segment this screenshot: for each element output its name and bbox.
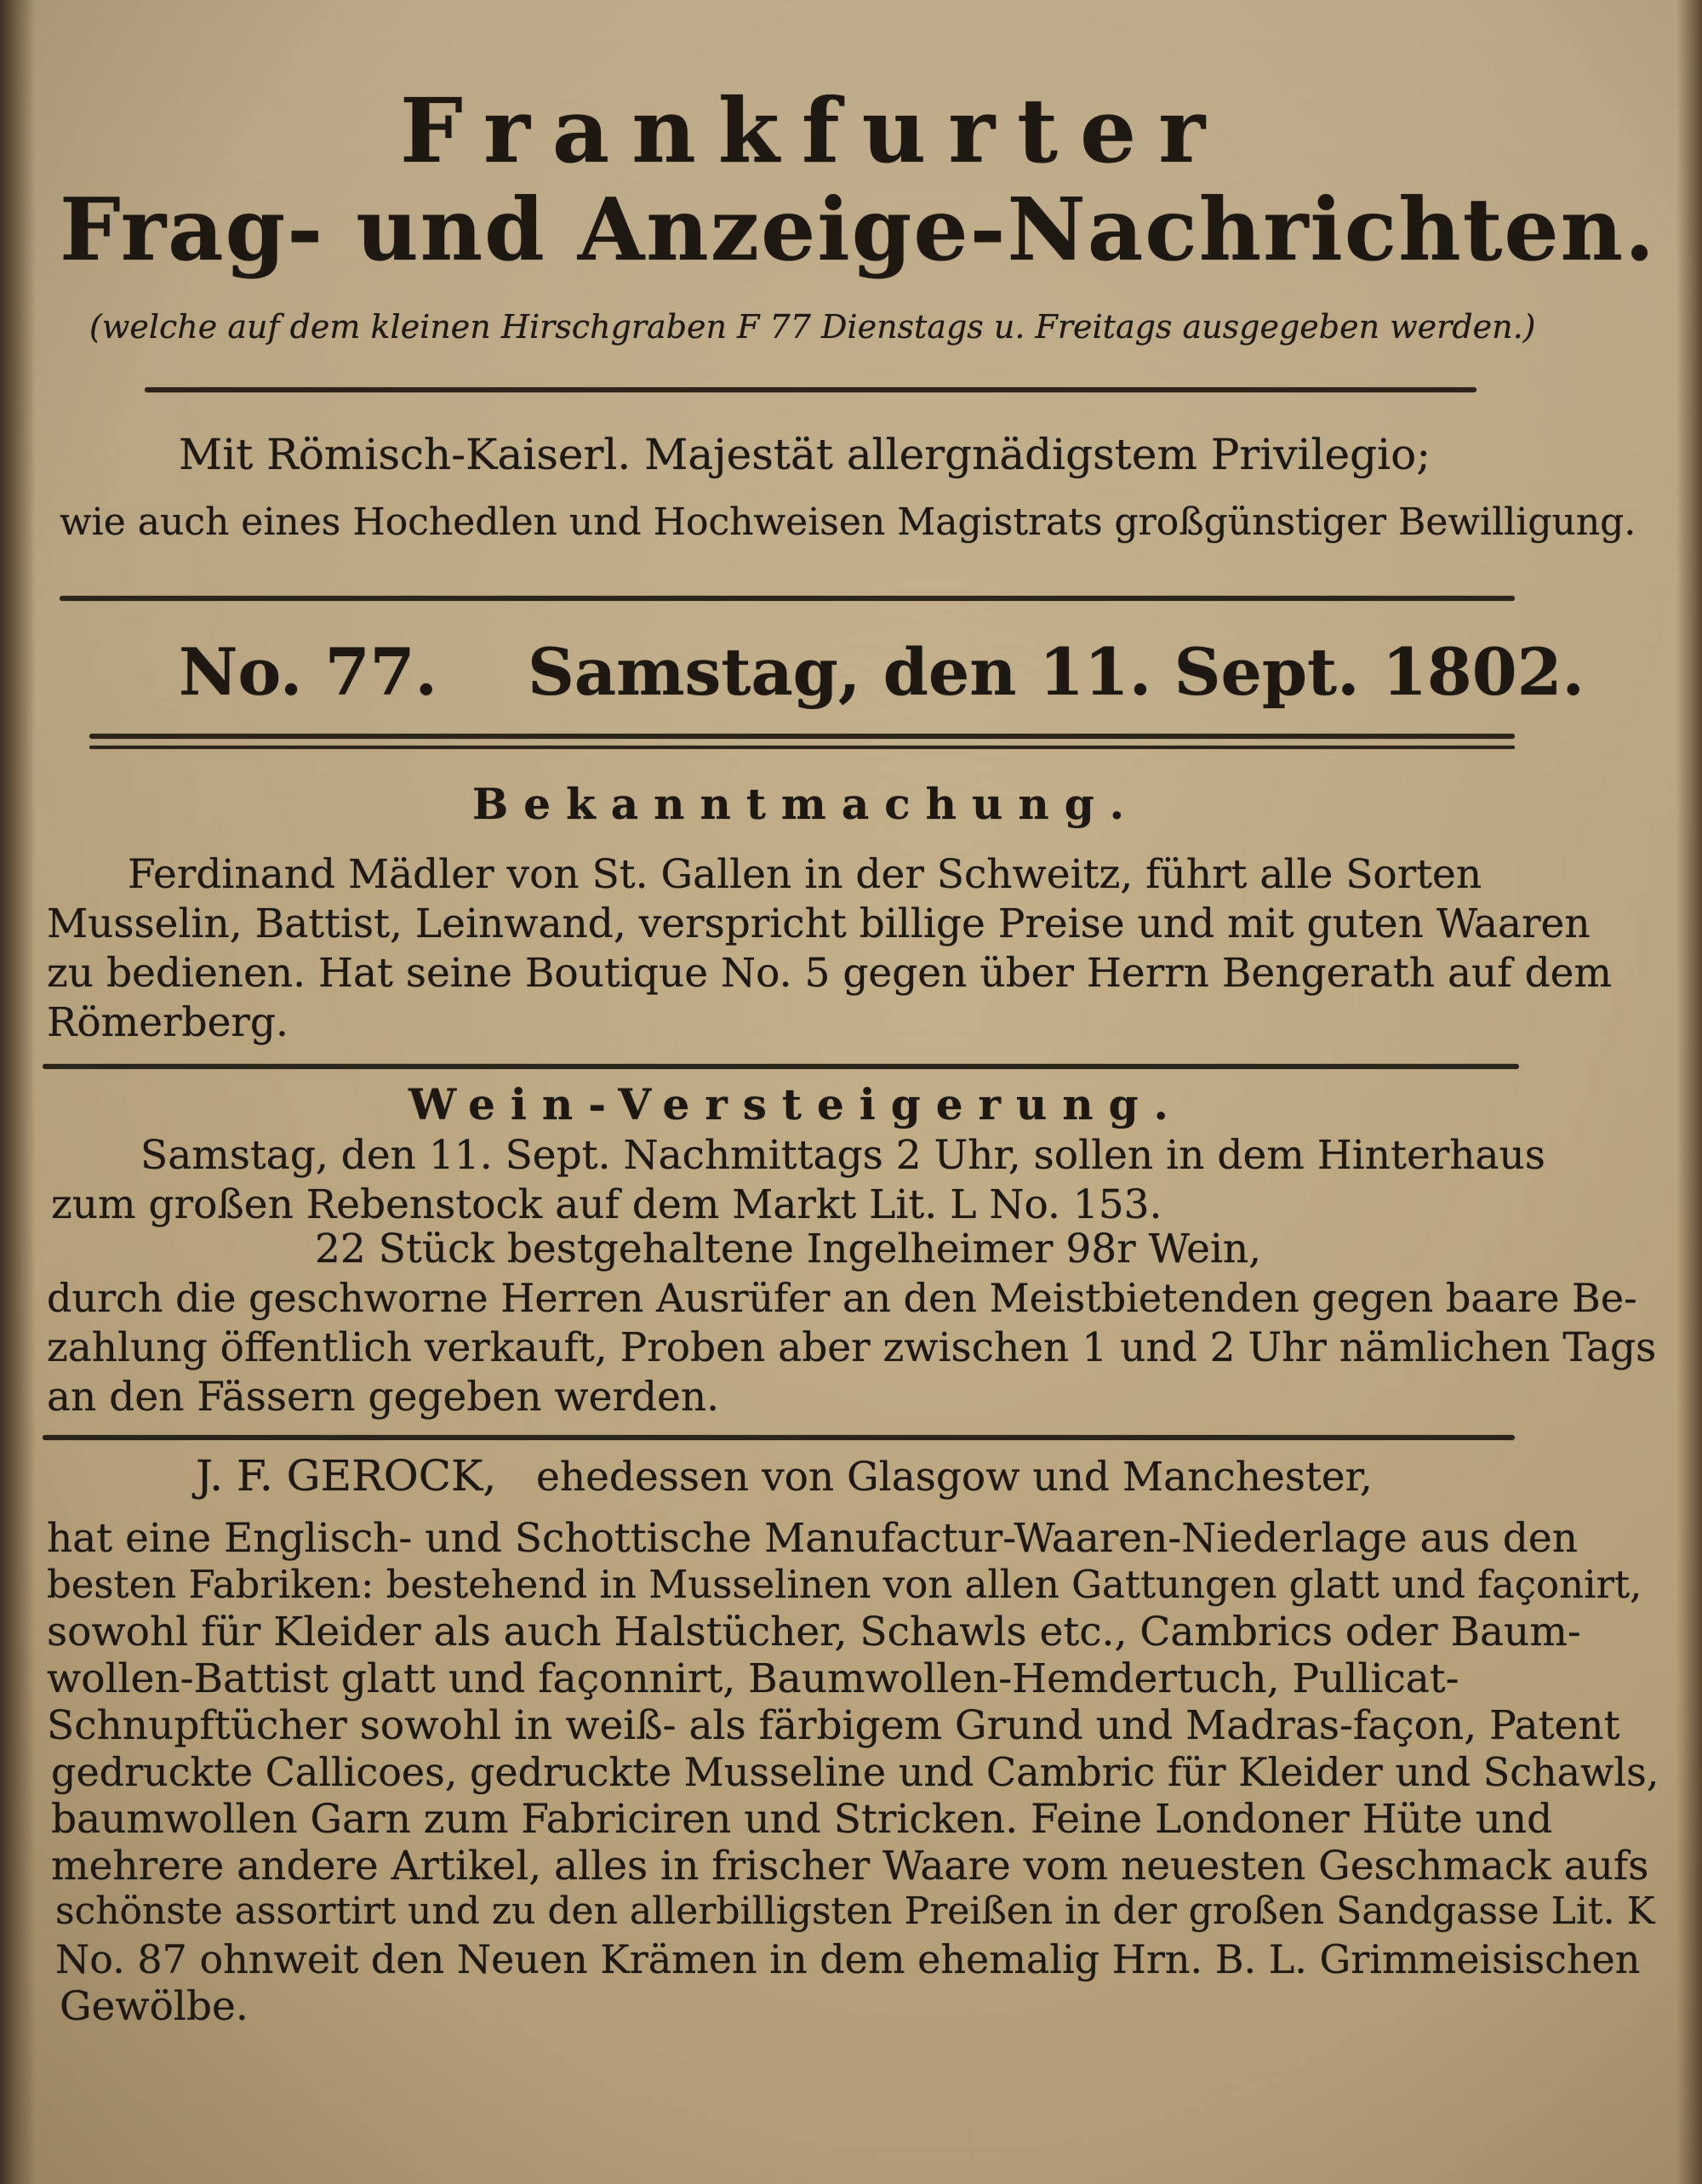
notice3-line1: hat eine Englisch- und Schottische Manufactur-Waaren-Niederlage aus den xyxy=(47,1515,1578,1562)
masthead-title-line2: Frag- und Anzeige-Nachrichten. xyxy=(60,179,1657,280)
notice3-line3: sowohl für Kleider als auch Halstücher, Schawls etc., Cambrics oder Baum- xyxy=(47,1609,1581,1655)
page-edge-shadow xyxy=(1676,0,1702,2184)
notice2-line3: 22 Stück bestgehaltene Ingelheimer 98r Wein, xyxy=(315,1226,1262,1272)
notice1-line3: zu bedienen. Hat seine Boutique No. 5 gegen über Herrn Bengerath auf dem xyxy=(47,950,1613,997)
notice2-line4: durch die geschworne Herren Ausrüfer an den Meistbietenden gegen baare Be- xyxy=(47,1275,1637,1321)
rule-under-subtitle xyxy=(145,387,1476,392)
notice2-line5: zahlung öffentlich verkauft, Proben aber zwischen 1 und 2 Uhr nämlichen Tags xyxy=(47,1324,1657,1371)
notice3-line4: wollen-Battist glatt und façonnirt, Baumwollen-Hemdertuch, Pullicat- xyxy=(47,1655,1459,1702)
binding-shadow xyxy=(0,0,36,2184)
masthead-subtitle: (welche auf dem kleinen Hirschgraben F 77 Dienstags u. Freitags ausgegeben werden.) xyxy=(89,308,1536,346)
masthead-title-line1: Frankfurter xyxy=(400,78,1228,183)
notice2-line6: an den Fässern gegeben werden. xyxy=(47,1374,720,1421)
privilege-line2: wie auch eines Hochedlen und Hochweisen Magistrats großgünstiger Bewilligung. xyxy=(60,500,1636,544)
notice3-line11: Gewölbe. xyxy=(60,1983,248,2030)
notice3-line7: baumwollen Garn zum Fabriciren und Stricken. Feine Londoner Hüte und xyxy=(51,1796,1553,1843)
rule-after-notice2 xyxy=(43,1435,1515,1440)
notice1-heading: Bekanntmachung. xyxy=(472,779,1140,829)
notice2-line2: zum großen Rebenstock auf dem Markt Lit. L No. 153. xyxy=(51,1181,1162,1228)
notice1-line2: Musselin, Battist, Leinwand, verspricht billige Preise und mit guten Waaren xyxy=(47,900,1591,947)
rule-below-issue-second xyxy=(89,746,1515,749)
notice3-line9: schönste assortirt und zu den allerbilligsten Preißen in der großen Sandgasse Lit. K xyxy=(55,1890,1655,1933)
rule-above-issue xyxy=(60,596,1515,601)
notice3-line2: besten Fabriken: bestehend in Musselinen von allen Gattungen glatt und façonirt, xyxy=(47,1562,1642,1607)
privilege-line1: Mit Römisch-Kaiserl. Majestät allergnädigstem Privilegio; xyxy=(179,430,1431,479)
notice2-line1: Samstag, den 11. Sept. Nachmittags 2 Uhr, sollen in dem Hinterhaus xyxy=(140,1132,1545,1179)
rule-below-issue xyxy=(89,734,1515,739)
rule-after-notice1 xyxy=(43,1064,1519,1069)
notice3-name: J. F. GEROCK, xyxy=(196,1451,497,1501)
notice1-line4: Römerberg. xyxy=(47,999,288,1046)
notice2-heading: Wein-Versteigerung. xyxy=(408,1079,1184,1129)
issue-number: No. 77. xyxy=(179,634,437,710)
issue-date: Samstag, den 11. Sept. 1802. xyxy=(528,634,1585,710)
notice1-line1: Ferdinand Mädler von St. Gallen in der Schweitz, führt alle Sorten xyxy=(128,851,1482,898)
notice3-line8: mehrere andere Artikel, alles in frischer Waare vom neuesten Geschmack aufs xyxy=(51,1843,1649,1890)
notice3-line10: No. 87 ohnweit den Neuen Krämen in dem ehemalig Hrn. B. L. Grimmeisischen xyxy=(55,1936,1641,1982)
notice3-line6: gedruckte Callicoes, gedruckte Musseline und Cambric für Kleider und Schawls, xyxy=(51,1749,1659,1795)
notice3-line5: Schnupftücher sowohl in weiß- als färbigem Grund und Madras-façon, Patent xyxy=(47,1702,1620,1749)
notice3-name-rest: ehedessen von Glasgow und Manchester, xyxy=(536,1454,1373,1501)
